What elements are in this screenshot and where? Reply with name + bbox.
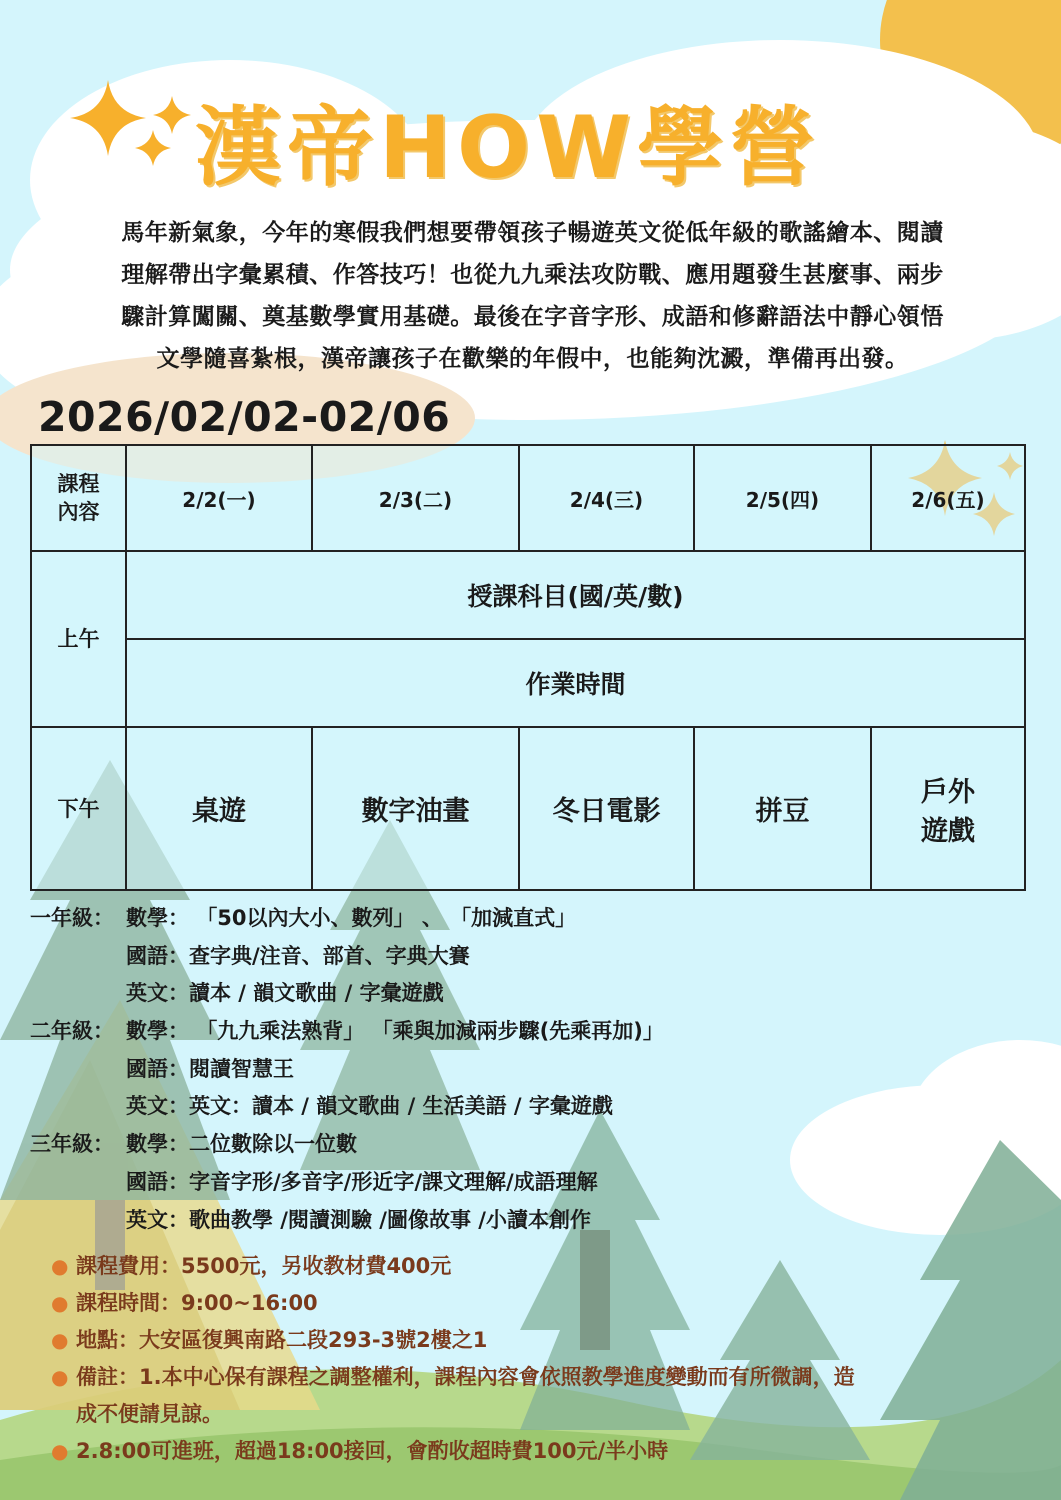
remark-text: 2.8:00可進班，超過18:00接回，會酌收超時費100元/半小時: [76, 1439, 669, 1463]
subject-text: 英文：英文：讀本 / 韻文歌曲 / 生活美語 / 字彙遊戲: [126, 1094, 613, 1119]
curriculum-item: [30, 975, 830, 1013]
bullet-icon: ●: [51, 1365, 69, 1389]
subject-text: 數學： 「50以內大小、數列」 、 「加減直式」: [126, 906, 577, 930]
day-header: 2/3(二): [312, 445, 519, 551]
afternoon-row: [31, 727, 1025, 890]
day-header: 2/6(五): [871, 445, 1025, 551]
intro-line: 馬年新氣象，今年的寒假我們想要帶領孩子暢遊英文從低年級的歌謠繪本、閱讀: [121, 220, 944, 246]
subject-text: 國語：查字典/注音、部首、字典大賽: [126, 943, 470, 968]
afternoon-activity: 桌遊: [126, 727, 312, 890]
course-content-label: [31, 445, 126, 551]
intro-line: 理解帶出字彙累積、作答技巧！也從九九乘法攻防戰、應用題發生甚麼事、兩步: [121, 262, 944, 288]
afternoon-activity: 冬日電影: [519, 727, 694, 890]
subject-text: 數學： 「九九乘法熟背」 「乘與加減兩步驟(先乘再加)」: [126, 1019, 664, 1044]
afternoon-activity: 數字油畫: [312, 727, 519, 890]
curriculum-item: [30, 938, 830, 976]
schedule-header-row: [31, 445, 1025, 551]
morning-label: 上午: [31, 551, 126, 727]
day-header: 2/2(一): [126, 445, 312, 551]
activity-line: 戶外: [921, 776, 975, 808]
afternoon-activity: [871, 727, 1025, 890]
date-range: 2026/02/02-02/06: [38, 393, 451, 441]
afternoon-activity: 拼豆: [694, 727, 871, 890]
curriculum-item: [30, 1126, 830, 1164]
subject-text: 數學：二位數除以一位數: [126, 1132, 357, 1157]
grade-label: 一年級：: [30, 906, 114, 930]
day-header: 2/5(四): [694, 445, 871, 551]
note-item: [48, 1248, 1008, 1285]
schedule-table: [30, 444, 1026, 891]
subject-text: 國語：閱讀智慧王: [126, 1056, 294, 1081]
day-header: 2/4(三): [519, 445, 694, 551]
curriculum-item: [30, 1164, 830, 1202]
location-text: 地點：大安區復興南路二段293-3號2樓之1: [76, 1328, 488, 1352]
intro-line: 文學隨喜紮根，漢帝讓孩子在歡樂的年假中，也能夠沈澱，準備再出發。: [156, 346, 909, 372]
note-item: [48, 1285, 1008, 1322]
page-title: 漢帝HOW學營: [195, 98, 821, 198]
notes-list: [48, 1248, 1008, 1470]
activity-line: 遊戲: [921, 815, 975, 847]
curriculum-item: [30, 1088, 830, 1126]
fee-text: 課程費用：5500元，另收教材費400元: [76, 1254, 452, 1278]
intro-paragraph: [60, 212, 1005, 380]
curriculum-item: [30, 900, 830, 938]
morning-row: [31, 551, 1025, 639]
subject-text: 英文：歌曲教學 /閱讀測驗 /圖像故事 /小讀本創作: [126, 1207, 591, 1232]
bullet-icon: ●: [51, 1254, 69, 1278]
subject-text: 英文：讀本 / 韻文歌曲 / 字彙遊戲: [126, 981, 444, 1006]
curriculum-list: [30, 900, 830, 1239]
afternoon-label: 下午: [31, 727, 126, 890]
curriculum-item: [30, 1202, 830, 1240]
intro-line: 驟計算闖關、奠基數學實用基礎。最後在字音字形、成語和修辭語法中靜心領悟: [121, 304, 944, 330]
bullet-icon: ●: [51, 1328, 69, 1352]
remark-continuation: 成不便請見諒。: [76, 1402, 223, 1426]
homework-time: 作業時間: [126, 639, 1025, 727]
subject-text: 國語：字音字形/多音字/形近字/課文理解/成語理解: [126, 1169, 598, 1194]
morning-row: [31, 639, 1025, 727]
bullet-icon: ●: [51, 1439, 69, 1463]
note-item: [48, 1433, 1008, 1470]
curriculum-item: [30, 1051, 830, 1089]
remark-text: 備註：1.本中心保有課程之調整權利，課程內容會依照教學進度變動而有所微調，造: [76, 1365, 855, 1389]
morning-subject: 授課科目(國/英/數): [126, 551, 1025, 639]
label-line: 內容: [57, 500, 100, 524]
label-line: 課程: [57, 472, 100, 496]
grade-label: 二年級：: [30, 1019, 114, 1044]
bullet-icon: ●: [51, 1291, 69, 1315]
note-item: [48, 1359, 1008, 1396]
note-item: [48, 1322, 1008, 1359]
grade-label: 三年級：: [30, 1132, 114, 1157]
curriculum-item: [30, 1013, 830, 1051]
time-text: 課程時間：9:00~16:00: [76, 1291, 318, 1315]
